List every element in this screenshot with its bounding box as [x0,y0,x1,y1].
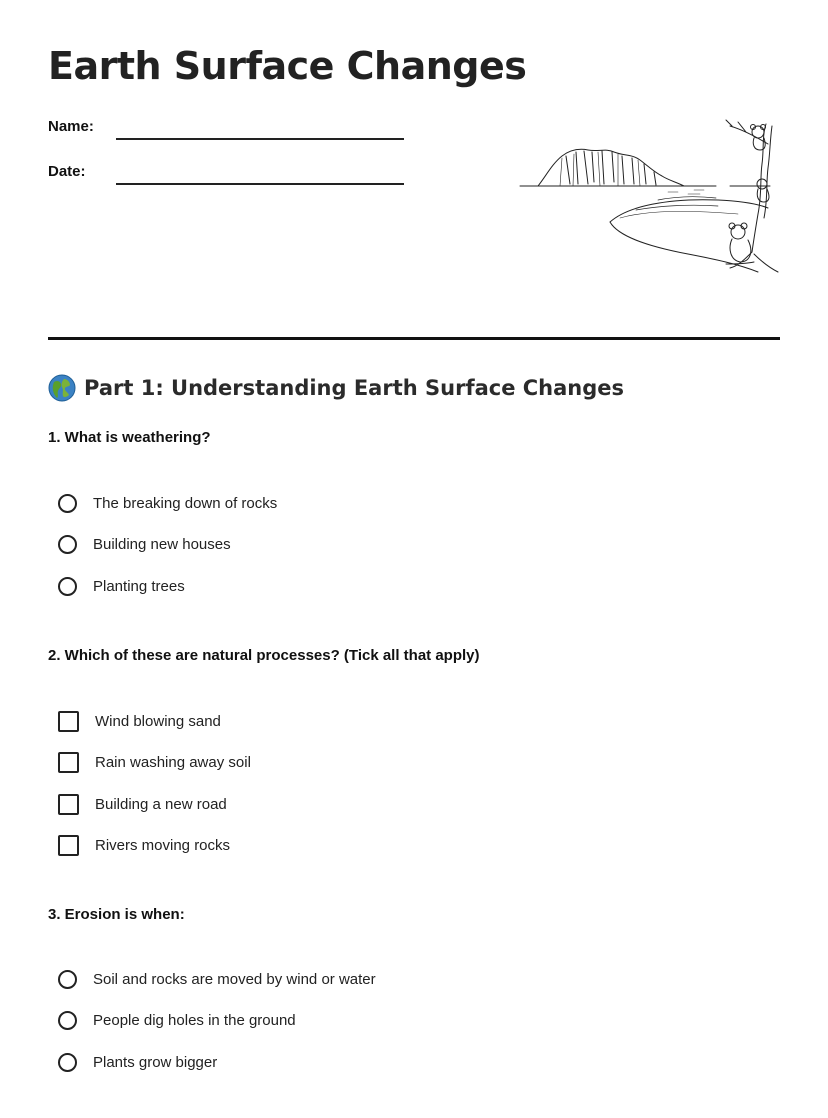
date-field [48,163,408,193]
question-3: 3. Erosion is when: [48,906,185,923]
radio-button[interactable] [58,970,77,989]
q1-option-3[interactable] [58,573,185,599]
radio-button[interactable] [58,494,77,513]
page-title: Earth Surface Changes [48,44,527,88]
name-field [48,118,408,148]
q3-option-2[interactable] [58,1007,296,1033]
option-label: The breaking down of rocks [93,494,278,512]
option-label: Building new houses [93,535,231,553]
q2-option-1[interactable] [58,708,221,734]
radio-button[interactable] [58,577,77,596]
checkbox[interactable] [58,794,79,815]
radio-button[interactable] [58,535,77,554]
radio-button[interactable] [58,1053,77,1072]
checkbox[interactable] [58,752,79,773]
q3-option-3[interactable] [58,1049,217,1075]
q2-option-2[interactable] [58,749,251,775]
part1-heading-text: Part 1: Understanding Earth Surface Changes [84,376,625,400]
checkbox[interactable] [58,711,79,732]
q2-option-3[interactable] [58,791,227,817]
option-label: Rain washing away soil [95,753,251,771]
option-label: Wind blowing sand [95,712,221,730]
name-input-line[interactable] [116,138,404,140]
option-label: Plants grow bigger [93,1053,218,1071]
globe-icon [48,374,76,402]
option-label: Building a new road [95,795,227,813]
q1-option-1[interactable] [58,490,277,516]
radio-button[interactable] [58,1011,77,1030]
part1-heading [48,374,624,402]
option-label: Planting trees [93,577,185,595]
option-label: Soil and rocks are moved by wind or water [93,970,376,988]
option-label: Rivers moving rocks [95,836,231,854]
beach-illustration [518,114,780,284]
checkbox[interactable] [58,835,79,856]
name-label: Name: [48,118,94,135]
section-divider [48,337,780,340]
date-label: Date: [48,163,86,180]
q2-option-4[interactable] [58,832,230,858]
date-input-line[interactable] [116,183,404,185]
q1-option-2[interactable] [58,531,231,557]
question-2: 2. Which of these are natural processes? (Tick all that apply) [48,647,480,664]
q3-option-1[interactable] [58,966,376,992]
option-label: People dig holes in the ground [93,1011,296,1029]
question-1: 1. What is weathering? [48,429,211,446]
